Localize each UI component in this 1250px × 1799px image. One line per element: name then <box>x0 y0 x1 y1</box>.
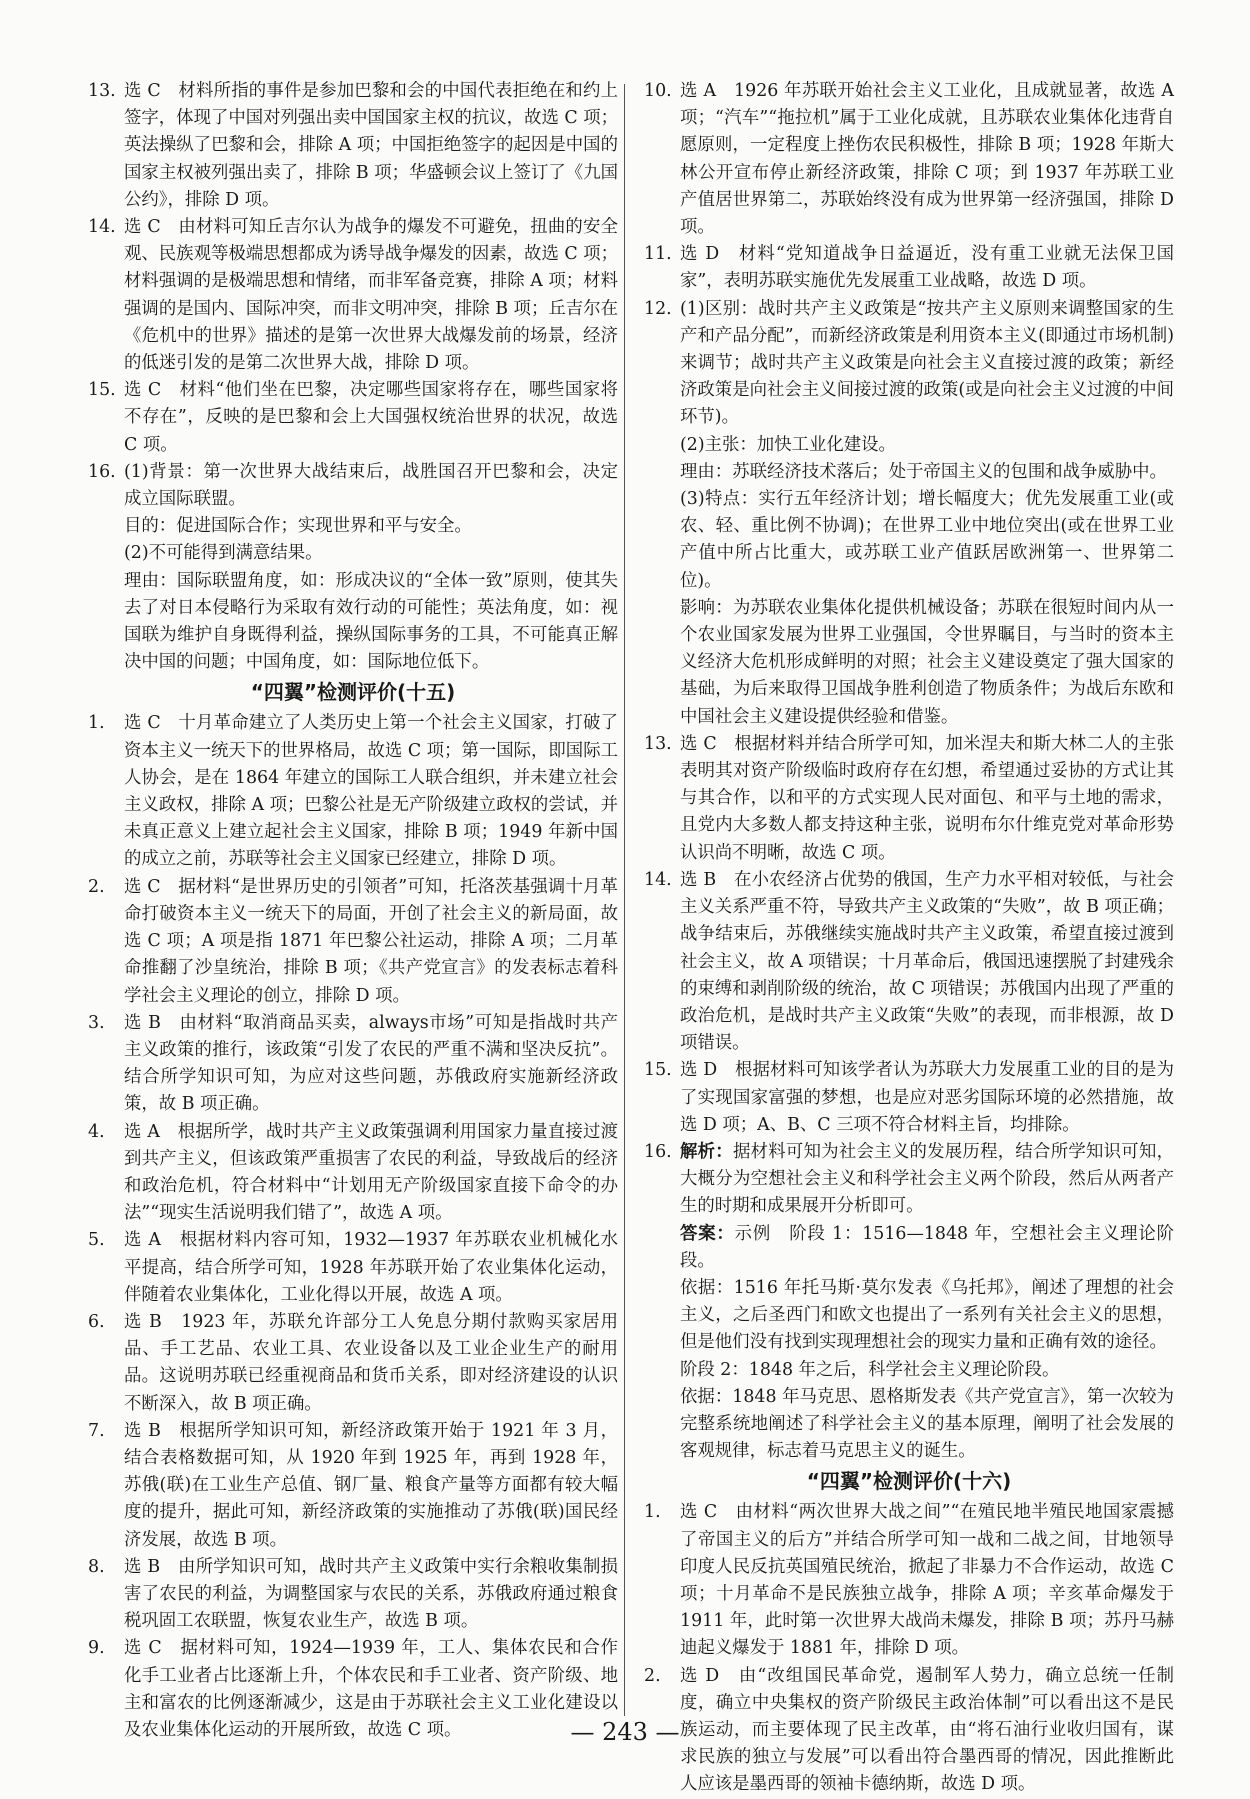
answer-item <box>88 377 618 459</box>
answer-text: 选 C 根据材料并结合所学可知，加米涅夫和斯大林二人的主张表明其对资产阶级临时政府存在幻想，希望通过妥协的方式让其与其合作，以和平的方式实现人民对面包、和平与土地的需求，且党内大多数人都支持这种主张，说明布尔什维克党对革命形势认识尚不明晰，故选 C 项。 <box>680 733 1174 863</box>
item-number: 1. <box>88 713 105 734</box>
answer-text: 选 C 由材料可知丘吉尔认为战争的爆发不可避免，扭曲的安全观、民族观等极端思想都成为诱导战争爆发的因素，故选 C 项；材料强调的是极端思想和情绪，而非军备竞赛，排除 A 项；材料强调的是国内、国际冲突，而非文明冲突，排除 B 项；丘吉尔在《危机中的世界》描述的是第一次世界大战爆发前的场景，经济的低迷引发的是第二次世界大战，排除 D 项。 <box>124 217 618 374</box>
item-number: 2. <box>88 876 105 897</box>
answer-text: 选 C 十月革命建立了人类历史上第一个社会主义国家，打破了资本主义一统天下的世界格局，故选 C 项；第一国际，即国际工人协会，是在 1864 年建立的国际工人联合组织，并未建立社会主义政权，排除 A 项；巴黎公社是无产阶级建立政权的尝试，并未真正意义上建立起社会主义国家，排除 B 项；1949 年新中国的成立之前，苏联等社会主义国家已经建立，排除 D 项。 <box>124 713 618 870</box>
answer-text: 选 B 由材料“取消商品买卖，always市场”可知是指战时共产主义政策的推行，该政策“引发了农民的严重不满和坚决反抗”。结合所学知识可知，为应对这些问题，苏俄政府实施新经济政策，故 B 项正确。 <box>124 1012 618 1115</box>
answer-text: 选 D 由“改组国民革命党，遏制军人势力，确立总统一任制度，确立中央集权的资产阶级民主政治体制”可以看出这不是民族运动，而主要体现了民主改革，由“将石油行业收归国有，谋求民族的独立与发展”可以看出符合墨西哥的情况，因此推断此人应该是墨西哥的领袖卡德纳斯，故选 D 项。 <box>680 1665 1174 1795</box>
answer-item <box>644 731 1174 867</box>
item-number: 1. <box>644 1502 661 1523</box>
answer-item <box>88 874 618 1010</box>
answer-text: 选 A 根据材料内容可知，1932—1937 年苏联农业机械化水平提高，结合所学可知，1928 年苏联开始了农业集体化运动，伴随着农业集体化，工业化得以开展，故选 A 项。 <box>124 1230 618 1305</box>
answer-text: 选 C 据材料可知，1924—1939 年，工人、集体农民和合作化手工业者占比逐渐上升，个体农民和手工业者、资产阶级、地主和富农的比例逐渐减少，这是由于苏联社会主义工业化建设以及农业集体化运动的开展所致，故选 C 项。 <box>124 1638 618 1740</box>
answer-item <box>88 1119 618 1228</box>
page-number: — 243 — <box>570 1718 680 1746</box>
item-number: 7. <box>88 1420 105 1441</box>
item-number: 15. <box>88 380 116 401</box>
answer-text: 影响：为苏联农业集体化提供机械设备；苏联在很短时间内从一个农业国家发展为世界工业强国，令世界瞩目，与当时的资本主义经济大危机形成鲜明的对照；社会主义建设奠定了强大国家的基础，为后来取得卫国战争胜利创造了物质条件；为战后东欧和中国社会主义建设提供经验和借鉴。 <box>680 597 1174 727</box>
item-number: 8. <box>88 1556 105 1577</box>
answer-item-16 <box>644 1139 1174 1465</box>
answer-text: 选 C 据材料“是世界历史的引领者”可知，托洛茨基强调十月革命打破资本主义一统天下的局面，开创了社会主义的新局面，故选 C 项；A 项是指 1871 年巴黎公社运动，排除 A 项；二月革命推翻了沙皇统治，排除 B 项；《共产党宣言》的发表标志着科学社会主义理论的创立，排除 D 项。 <box>124 876 618 1006</box>
answer-item <box>88 1010 618 1119</box>
answer-text: (2)不可能得到满意结果。 <box>124 543 323 564</box>
answer-item <box>644 78 1174 241</box>
item-number: 6. <box>88 1311 105 1332</box>
item-number: 4. <box>88 1121 105 1142</box>
answer-text: 选 D 材料“党知道战争日益逼近，没有重工业就无法保卫国家”，表明苏联实施优先发展重工业战略，故选 D 项。 <box>680 244 1174 292</box>
answer-line: 依据：1848 年马克思、恩格斯发表《共产党宣言》，第一次较为完整系统地阐述了科学社会主义的基本原理，阐明了社会发展的客观规律，标志着马克思主义的诞生。 <box>680 1386 1174 1462</box>
item-number: 2. <box>644 1665 661 1686</box>
answer-text: 选 B 在小农经济占优势的俄国，生产力水平相对较低，与社会主义关系严重不符，导致共产主义政策的“失败”，故 B 项正确；战争结束后，苏俄继续实施战时共产主义政策，希望直接过渡到社会主义，故 A 项错误；十月革命后，俄国迅速摆脱了封建残余的束缚和剥削阶级的统治，故 C 项错误；苏俄国内出现了严重的政治危机，是战时共产主义政策“失败”的表现，而非根源，故 D 项错误。 <box>680 869 1174 1054</box>
item-number: 12. <box>644 298 672 319</box>
item-number: 13. <box>88 81 116 101</box>
answer-text: 选 C 材料所指的事件是参加巴黎和会的中国代表拒绝在和约上签字，体现了中国对列强出卖中国国家主权的抗议，故选 C 项；英法操纵了巴黎和会，排除 A 项；中国拒绝签字的起因是中国的国家主权被列强出卖了，排除 B 项；华盛顿会议上签订了《九国公约》，排除 D 项。 <box>124 81 618 210</box>
item-number: 3. <box>88 1012 105 1033</box>
answer-text: 理由：国际联盟角度，如：形成决议的“全体一致”原则，使其失去了对日本侵略行为采取有效行动的可能性；英法角度，如：视国联为维护自身既得利益，操纵国际事务的工具，不可能真正解决中国的问题；中国角度，如：国际地位低下。 <box>124 570 618 673</box>
answer-line: 阶段 2：1848 年之后，科学社会主义理论阶段。 <box>680 1359 1060 1380</box>
answer-item <box>644 867 1174 1057</box>
answer-text: 选 B 根据所学知识可知，新经济政策开始于 1921 年 3 月，结合表格数据可知，从 1920 年到 1925 年，再到 1928 年，苏俄(联)在工业生产总值、钢厂量、粮食产量等方面都有较大幅度的提升，据此可知，新经济政策的实施推动了苏俄(联)国民经济发展，故选 B 项。 <box>124 1420 618 1550</box>
answer-item <box>88 78 618 214</box>
answer-text: (3)特点：实行五年经济计划；增长幅度大；优先发展重工业(或农、轻、重比例不协调)；在世界工业中地位突出(或在世界工业产值中所占比重大，或苏联工业产值跃居欧洲第一、世界第二位)。 <box>680 489 1174 591</box>
answer-text: 选 D 根据材料可知该学者认为苏联大力发展重工业的目的是为了实现国家富强的梦想，也是应对恶劣国际环境的必然措施，故选 D 项；A、B、C 三项不符合材料主旨，均排除。 <box>680 1060 1174 1135</box>
answer-text: 选 A 1926 年苏联开始社会主义工业化，且成就显著，故选 A 项；“汽车”“拖拉机”属于工业化成就，且苏联农业集体化违背自愿原则，一定程度上挫伤农民积极性，排除 B 项；1928 年斯大林公开宣布停止新经济政策，排除 C 项；到 1937 年苏联工业产值居世界第二，苏联始终没有成为世界第一经济强国，排除 D 项。 <box>680 81 1174 238</box>
item-number: 14. <box>88 217 116 238</box>
item-number: 13. <box>644 733 672 754</box>
answer-item <box>88 214 618 377</box>
column-divider <box>624 84 625 1716</box>
answer-label: 答案： <box>680 1223 735 1244</box>
right-column <box>644 78 1174 1799</box>
answer-item <box>88 1554 618 1636</box>
left-column <box>88 78 618 1744</box>
answer-line: 示例 阶段 1：1516—1848 年，空想社会主义理论阶段。 <box>680 1223 1174 1271</box>
answer-text: 理由：苏联经济技术落后；处于帝国主义的包围和战争威胁中。 <box>680 461 1167 482</box>
answer-text: 选 A 根据所学，战时共产主义政策强调利用国家力量直接过渡到共产主义，但该政策严重损害了农民的利益，导致战后的经济和政治危机，符合材料中“计划用无产阶级国家直接下命令的办法”“现实生活说明我们错了”，故选 A 项。 <box>124 1121 618 1224</box>
answer-text: 选 C 由材料“两次世界大战之间”“在殖民地半殖民地国家震撼了帝国主义的后方”并结合所学可知一战和二战之间，甘地领导印度人民反抗英国殖民统治，掀起了非暴力不合作运动，故选 C 项；十月革命不是民族独立战争，排除 A 项；辛亥革命爆发于 1911 年，此时第一次世界大战尚未爆发，排除 B 项；苏丹马赫迪起义爆发于 1881 年，排除 D 项。 <box>680 1502 1174 1659</box>
item-number: 9. <box>88 1638 105 1659</box>
answer-item <box>88 1418 618 1554</box>
answer-text: 选 B 由所学知识可知，战时共产主义政策中实行余粮收集制损害了农民的利益，为调整国家与农民的关系，苏俄政府通过粮食税巩固工农联盟，恢复农业生产，故选 B 项。 <box>124 1556 618 1632</box>
answer-text: 目的：促进国际合作；实现世界和平与安全。 <box>124 516 472 537</box>
answer-item <box>88 1309 618 1418</box>
answer-text: (2)主张：加快工业化建设。 <box>680 434 896 455</box>
answer-item <box>644 241 1174 295</box>
analysis-label: 解析： <box>680 1141 733 1162</box>
item-number: 5. <box>88 1230 105 1251</box>
answer-item <box>88 459 618 677</box>
section-heading-16: “四翼”检测评价(十六) <box>806 1469 1012 1494</box>
answer-text: (1)区别：战时共产主义政策是“按共产主义原则来调整国家的生产和产品分配”，而新经济政策是利用资本主义(即通过市场机制)来调节；战时共产主义政策是向社会主义直接过渡的政策；新经济政策是向社会主义间接过渡的政策(或是向社会主义过渡的中间环节)。 <box>680 298 1174 428</box>
answer-line: 依据：1516 年托马斯·莫尔发表《乌托邦》，阐述了理想的社会主义，之后圣西门和欧文也提出了一系列有关社会主义的思想，但是他们没有找到实现理想社会的现实力量和正确有效的途径。 <box>680 1277 1174 1353</box>
item-number: 11. <box>644 244 672 265</box>
analysis-paragraph <box>680 1139 1174 1221</box>
answer-text: 选 C 材料“他们坐在巴黎，决定哪些国家将存在，哪些国家将不存在”，反映的是巴黎和会上大国强权统治世界的状况，故选 C 项。 <box>124 380 618 455</box>
answer-item <box>644 296 1174 731</box>
item-number: 10. <box>644 81 672 101</box>
item-number: 16. <box>88 461 116 482</box>
answer-item <box>88 1227 618 1309</box>
answer-item <box>88 710 618 873</box>
item-number: 14. <box>644 869 672 890</box>
answer-text: 选 B 1923 年，苏联允许部分工人免息分期付款购买家居用品、手工艺品、农业工具、农业设备以及工业企业生产的耐用品。这说明苏联已经重视商品和货币关系，即对经济建设的认识不断深入，故 B 项正确。 <box>124 1311 618 1414</box>
answer-item <box>644 1057 1174 1139</box>
item-number: 16. <box>644 1141 672 1162</box>
item-number: 15. <box>644 1060 672 1081</box>
section-heading-15: “四翼”检测评价(十五) <box>250 680 456 705</box>
answer-text: (1)背景：第一次世界大战结束后，战胜国召开巴黎和会，决定成立国际联盟。 <box>124 461 618 510</box>
answer-item <box>644 1499 1174 1662</box>
answer-paragraph <box>680 1221 1174 1275</box>
analysis-text: 据材料可知为社会主义的发展历程，结合所学知识可知，大概分为空想社会主义和科学社会主义两个阶段，然后从两者产生的时期和成果展开分析即可。 <box>680 1141 1174 1217</box>
